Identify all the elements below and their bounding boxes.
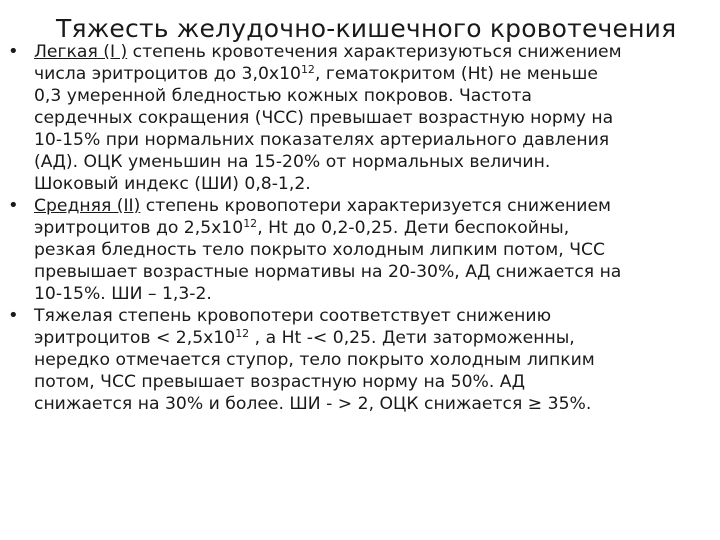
- bullet-text-line: нередко отмечается ступор, тело покрыто холодным липким: [34, 350, 595, 370]
- slide-title: Тяжесть желудочно-кишечного кровотечения: [56, 14, 677, 43]
- underlined-term: Легкая (I ): [34, 42, 128, 62]
- bullet-text-line: резкая бледность тело покрыто холодным липким потом, ЧСС: [34, 240, 605, 260]
- bullet-text-line: 0,3 умеренной бледностью кожных покровов. Частота: [34, 86, 532, 106]
- superscript: 12: [243, 217, 258, 230]
- bullet-text-line: Легкая (I ) степень кровотечения характеризуються снижением: [34, 42, 622, 62]
- bullet-marker: •: [8, 195, 19, 216]
- bullet-item: [8, 41, 713, 195]
- bullet-marker: •: [8, 41, 19, 62]
- bullet-text-line: потом, ЧСС превышает возрастную норму на 50%. АД: [34, 372, 525, 392]
- bullet-text-line: снижается на 30% и более. ШИ - > 2, ОЦК снижается ≥ 35%.: [34, 394, 592, 414]
- superscript: 12: [300, 63, 315, 76]
- bullet-text-line: Тяжелая степень кровопотери соответствует снижению: [34, 306, 552, 326]
- bullet-text-line: 10-15% при нормальних показателях артериального давления: [34, 130, 610, 150]
- bullet-marker: •: [8, 305, 19, 326]
- bullet-text-line: сердечных сокращения (ЧСС) превышает возрастную норму на: [34, 108, 614, 128]
- bullet-text-line: 10-15%. ШИ – 1,3-2.: [34, 284, 212, 304]
- bullet-text-line: Шоковый индекс (ШИ) 0,8-1,2.: [34, 174, 311, 194]
- bullet-text-line: числа эритроцитов до $3,0х10^{12}$, гематокритом (Ht) не меньше: [34, 63, 598, 84]
- bullet-text-line: Средняя (II) степень кровопотери характеризуется снижением: [34, 196, 611, 216]
- bullet-text-line: превышает возрастные нормативы на 20-30%, АД снижается на: [34, 262, 622, 282]
- bullet-text-line: эритроцитов до $2,5х10^{12}$, Ht до 0,2-0,25. Дети беспокойны,: [34, 217, 570, 238]
- bullet-item: [8, 305, 713, 415]
- superscript: 12: [235, 327, 250, 340]
- underlined-term: Средняя (II): [34, 196, 141, 216]
- bullet-item: [8, 195, 713, 305]
- bullet-text-line: эритроцитов < $2,5х10^{12}$ , а Ht -< 0,25. Дети заторможенны,: [34, 327, 575, 348]
- bullet-text-line: (АД). ОЦК уменьшин на 15-20% от нормальных величин.: [34, 152, 551, 172]
- bullet-list: [8, 41, 713, 415]
